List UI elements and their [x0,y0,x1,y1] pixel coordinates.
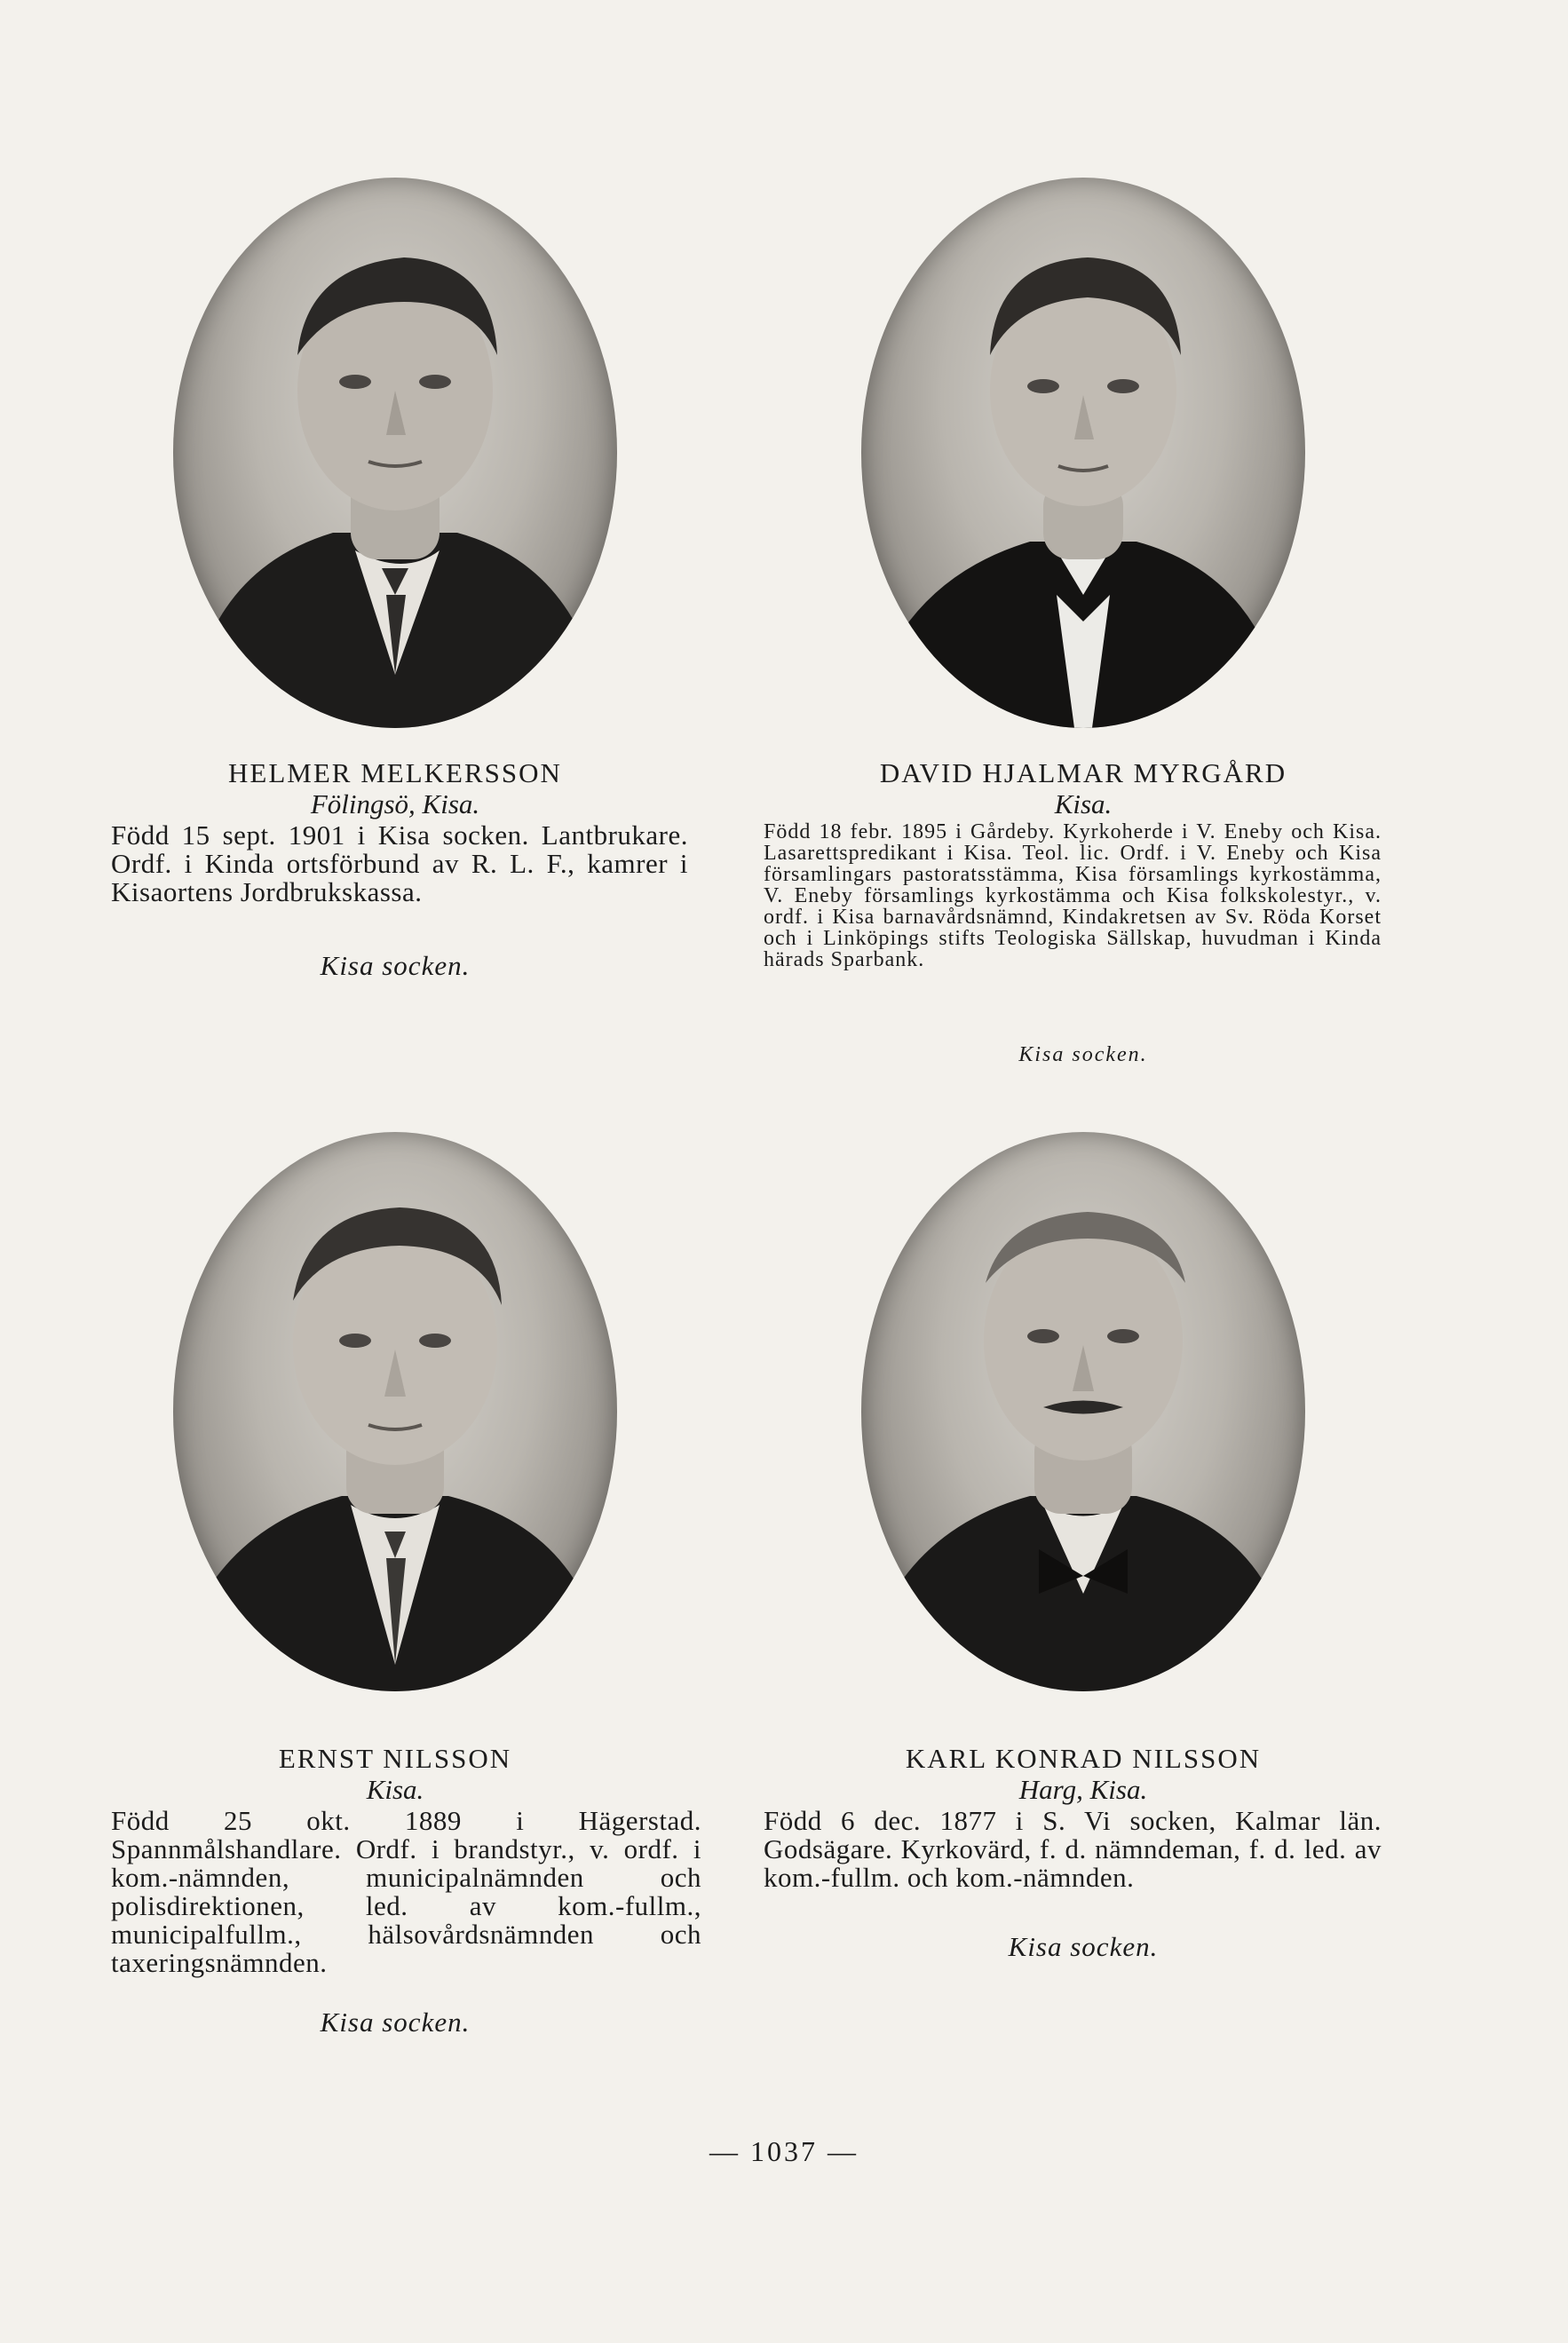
entry-bio: Född 25 okt. 1889 i Hägerstad. Spannmålshandlare. Ordf. i brandstyr., v. ordf. i kom.-nämnden, municipalnämnden och polisdirektionen, led. av kom.-fullm., municipalfullm., hälsovårdsnämnden och taxeringsnämnden. [111,1805,701,1978]
entry-parish: Kisa socken. [320,950,471,981]
portrait-ernst-nilsson [173,1132,617,1691]
entry-place: Fölingsö, Kisa. [310,788,480,819]
entry-name: HELMER MELKERSSON [228,757,562,788]
entry-parish: Kisa socken. [320,2007,471,2038]
entry-name: DAVID HJALMAR MYRGÅRD [879,757,1287,788]
entry-parish: Kisa socken. [1008,1931,1159,1962]
entry-bio: Född 6 dec. 1877 i S. Vi socken, Kalmar län. Godsägare. Kyrkovärd, f. d. nämndeman, f. d. led. av kom.-fullm. och kom.-nämnden. [764,1805,1382,1893]
entry-bio: Född 15 sept. 1901 i Kisa socken. Lantbrukare. Ordf. i Kinda ortsförbund av R. L. F., kamrer i Kisaortens Jordbrukskassa. [111,819,688,907]
entry-bio: Född 18 febr. 1895 i Gårdeby. Kyrkoherde i V. Eneby och Kisa. Lasarettspredikant i Kisa. Teol. lic. Ordf. i V. Eneby och Kisa församlingars pastoratsstämma, Kisa församlings kyrkostämma, V. Eneby församlings kyrkostämma och Kisa folkskolestyr., v. ordf. i Kisa barnavårdsnämnd, Kindakretsen av Sv. Röda Korset och i Linköpings stifts Teologiska Sällskap, huvudman i Kinda härads Sparbank. [764,820,1382,971]
entry-name: ERNST NILSSON [278,1743,512,1774]
portrait-david-hjalmar-myrgard [861,178,1305,728]
portrait-helmer-melkersson [173,178,617,728]
entry-place: Kisa. [1054,788,1113,819]
entry-place: Harg, Kisa. [1018,1774,1148,1805]
portrait-illustration [173,178,617,728]
page-number: — 1037 — [709,2135,859,2167]
portrait-illustration [173,1132,617,1691]
entry-place: Kisa. [366,1774,424,1805]
entry-parish: Kisa socken. [1018,1043,1148,1066]
portrait-illustration [861,1132,1305,1691]
entry-name: KARL KONRAD NILSSON [905,1743,1262,1774]
portrait-karl-konrad-nilsson [861,1132,1305,1691]
portrait-illustration [861,178,1305,728]
